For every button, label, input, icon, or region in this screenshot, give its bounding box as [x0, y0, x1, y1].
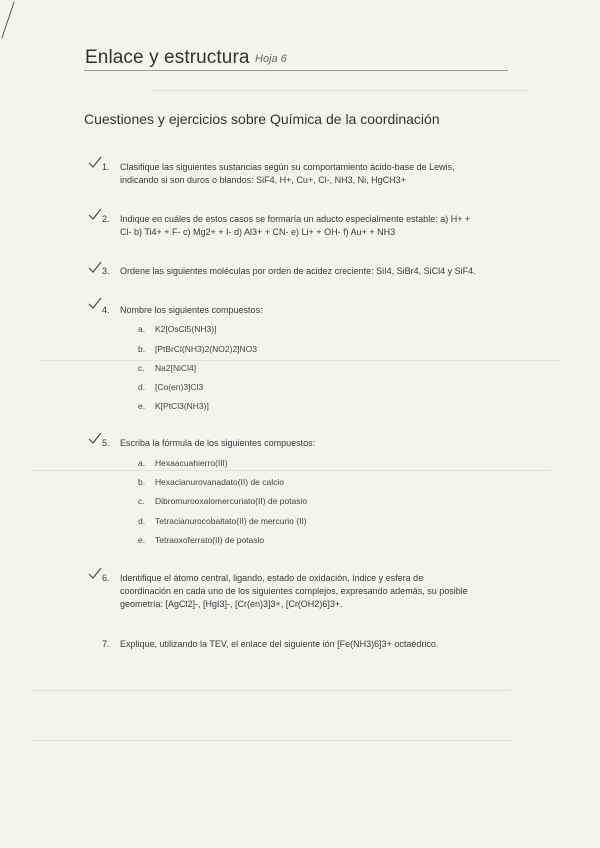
question-text: Explique, utilizando la TEV, el enlace del siguiente ión [Fe(NH3)6]3+ octaédrico. — [120, 639, 439, 649]
question-text: Escriba la fórmula de los siguientes compuestos: — [120, 438, 316, 448]
header-divider — [84, 70, 508, 71]
list-item: b. [PtBrCl(NH3)2(NO2)2]NO3 — [138, 344, 258, 354]
bleed-through-line — [150, 90, 530, 91]
question-number: 1. — [102, 162, 110, 172]
checkmark-icon — [88, 261, 102, 273]
question-number: 5. — [102, 438, 110, 448]
question-text: Indique en cuáles de estos casos se formaría un aducto especialmente estable: a) H+ + Cl- b) Ti4+ + F- c) Mg2+ + I- d) Al3+ + CN- e) Li+ + OH- f) Au+ + NH3 — [120, 214, 471, 237]
bleed-through-line — [30, 690, 510, 691]
checkmark-icon — [88, 156, 102, 168]
question-text: Clasifique las siguientes sustancias según su comportamiento ácido-base de Lewis, indicando si son duros o blandos: SiF4, H+, Cu+, Cl-, NH3, Ni, HgCH3+ — [120, 162, 455, 185]
list-item: e. Tetraoxoferrato(II) de potasio — [138, 535, 265, 545]
list-item: c. Na2[NiCl4] — [138, 363, 197, 373]
handwritten-note: Hoja 6 — [255, 53, 287, 65]
bleed-through-line — [40, 360, 560, 361]
bleed-through-line — [30, 470, 550, 471]
pen-stroke-mark — [0, 0, 30, 40]
section-subtitle: Cuestiones y ejercicios sobre Química de la coordinación — [84, 111, 440, 127]
question-text: Nombre los siguientes compuestos: — [120, 305, 263, 315]
question-number: 2. — [102, 214, 110, 224]
question-text: Ordene las siguientes moléculas por orden de acidez creciente: SiI4, SiBr4, SiCl4 y SiF4. — [120, 266, 476, 276]
list-item: d. [Co(en)3]Cl3 — [138, 382, 204, 392]
list-item: c. Dibromurooxalomercuriato(II) de potasio — [138, 496, 308, 506]
question-number: 3. — [102, 266, 110, 276]
checkmark-icon — [88, 567, 102, 579]
question-number: 6. — [102, 573, 110, 583]
list-item: a. K2[OsCl5(NH3)] — [138, 324, 217, 334]
list-item: a. Hexaacuahierro(III) — [138, 458, 228, 468]
list-item: d. Tetracianurocobaltato(II) de mercurio (II) — [138, 516, 307, 526]
list-item: b. Hexacianurovanadato(II) de calcio — [138, 477, 284, 487]
question-number: 7. — [102, 639, 110, 649]
question-number: 4. — [102, 305, 110, 315]
list-item: e. K[PtCl3(NH3)] — [138, 401, 209, 411]
checkmark-icon — [88, 432, 102, 444]
bleed-through-line — [30, 740, 510, 741]
checkmark-icon — [88, 297, 102, 309]
question-text: Identifique el átomo central, ligando, estado de oxidación, índice y esfera de coordinación en cada uno de los siguientes complejos, expresando además, su posible geometría: [AgCl2]-, [HgI3]-, [Cr(en)3]3+, [Cr(OH2)6]3+. — [120, 573, 468, 609]
checkmark-icon — [88, 208, 102, 220]
page-title: Enlace y estructura — [85, 47, 250, 68]
